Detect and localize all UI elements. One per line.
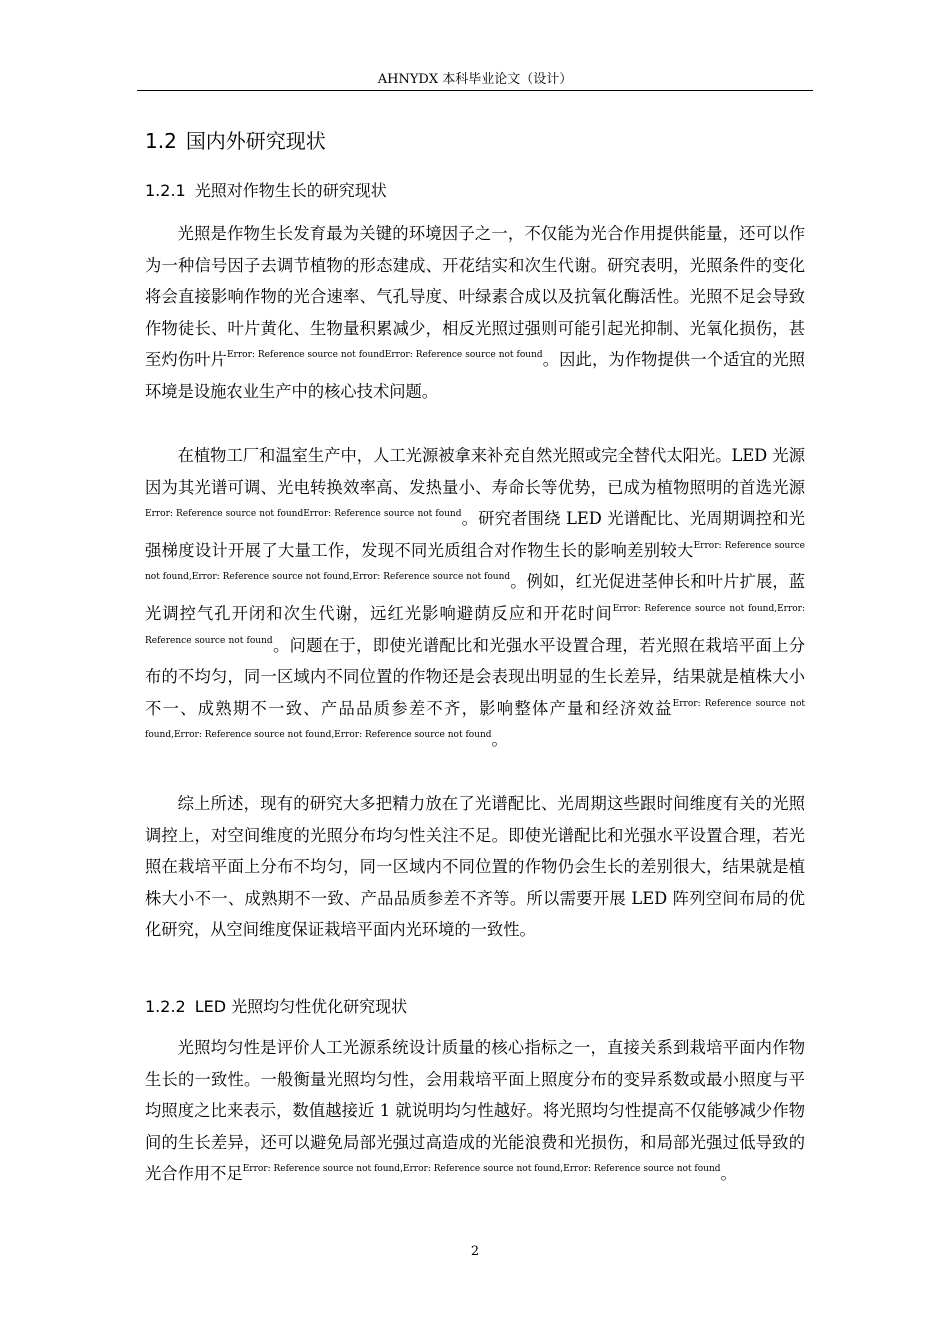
section-number: 1.2 — [145, 129, 177, 153]
paragraph-text: 。因此，为作物提供一个适宜的光照环境是设施农业生产中的核心技术问题。 — [145, 350, 805, 401]
paragraph-1 — [145, 218, 805, 408]
page-number: 2 — [470, 1244, 480, 1259]
citation-error: Error: Reference source not found,Error: Reference source not found,Error: Reference source not found — [242, 1164, 721, 1175]
paragraph-text: 综上所述，现有的研究大多把精力放在了光谱配比、光周期这些跟时间维度有关的光照调控上，对空间维度的光照分布均匀性关注不足。即使光谱配比和光强水平设置合理，若光照在栽培平面上分布不均匀，同一区域内不同位置的作物仍会生长的差别很大，结果就是植株大小不一、成熟期不一致、产品品质参差不齐等。所以需要开展 LED 阵列空间布局的优化研究，从空间维度保证栽培平面内光环境的一致性。 — [145, 794, 805, 940]
paragraph-text: 。例如，红光促进茎伸长和叶片扩展，蓝光调控气孔开闭和次生代谢，远红光影响避荫反应和开花时间 — [145, 572, 805, 623]
citation-error: Error: Reference source not foundError: Reference source not found — [145, 509, 462, 520]
paragraph-text: 。研究者围绕 LED 光谱配比、光周期调控和光强梯度设计开展了大量工作，发现不同光质组合对作物生长的影响差别较大 — [145, 509, 805, 560]
paragraph-2 — [145, 440, 805, 756]
paragraph-text: 。 — [720, 1164, 737, 1184]
paragraph-text: 光照是作物生长发育最为关键的环境因子之一，不仅能为光合作用提供能量，还可以作为一种信号因子去调节植物的形态建成、开花结实和次生代谢。研究表明，光照条件的变化将会直接影响作物的光合速率、气孔导度、叶绿素合成以及抗氧化酶活性。光照不足会导致作物徒长、叶片黄化、生物量积累减少，相反光照过强则可能引起光抑制、光氧化损伤，甚至灼伤叶片 — [145, 224, 805, 370]
subsection-title: 光照对作物生长的研究现状 — [194, 181, 387, 200]
paragraph-text: 在植物工厂和温室生产中，人工光源被拿来补充自然光照或完全替代太阳光。LED 光源因为其光谱可调、光电转换效率高、发热量小、寿命长等优势，已成为植物照明的首选光源 — [145, 446, 805, 497]
header-rule — [137, 90, 813, 91]
citation-error: Error: Reference source not found,Error: Reference source not found — [145, 603, 805, 646]
subsection-number: 1.2.2 — [145, 997, 186, 1016]
paragraph-text: 。 — [491, 730, 508, 750]
page-header: AHNYDX 本科毕业论文（设计） — [377, 72, 573, 87]
citation-error: Error: Reference source not foundError: Reference source not found — [226, 350, 543, 361]
subsection-heading-1 — [145, 178, 387, 204]
citation-error: Error: Reference source not found,Error: Reference source not found,Error: Reference source not found — [145, 540, 805, 583]
paragraph-3 — [145, 788, 805, 946]
paragraph-text: 。问题在于，即使光谱配比和光强水平设置合理，若光照在栽培平面上分布的不均匀，同一区域内不同位置的作物还是会表现出明显的生长差异，结果就是植株大小不一、成熟期不一致、产品品质参差不齐，影响整体产量和经济效益 — [145, 635, 805, 718]
section-title: 国内外研究现状 — [185, 129, 326, 153]
paragraph-text: 光照均匀性是评价人工光源系统设计质量的核心指标之一，直接关系到栽培平面内作物生长的一致性。一般衡量光照均匀性，会用栽培平面上照度分布的变异系数或最小照度与平均照度之比来表示，数值越接近 1 就说明均匀性越好。将光照均匀性提高不仅能够减少作物间的生长差异，还可以避免局部光强过高造成的光能浪费和光损伤，和局部光强过低导致的光合作用不足 — [145, 1038, 805, 1184]
citation-error: Error: Reference source not found,Error: Reference source not found,Error: Reference source not found — [145, 698, 805, 741]
subsection-heading-2 — [145, 994, 407, 1020]
section-heading — [145, 126, 326, 156]
paragraph-4 — [145, 1032, 805, 1190]
subsection-title: LED 光照均匀性优化研究现状 — [194, 997, 408, 1016]
subsection-number: 1.2.1 — [145, 181, 186, 200]
